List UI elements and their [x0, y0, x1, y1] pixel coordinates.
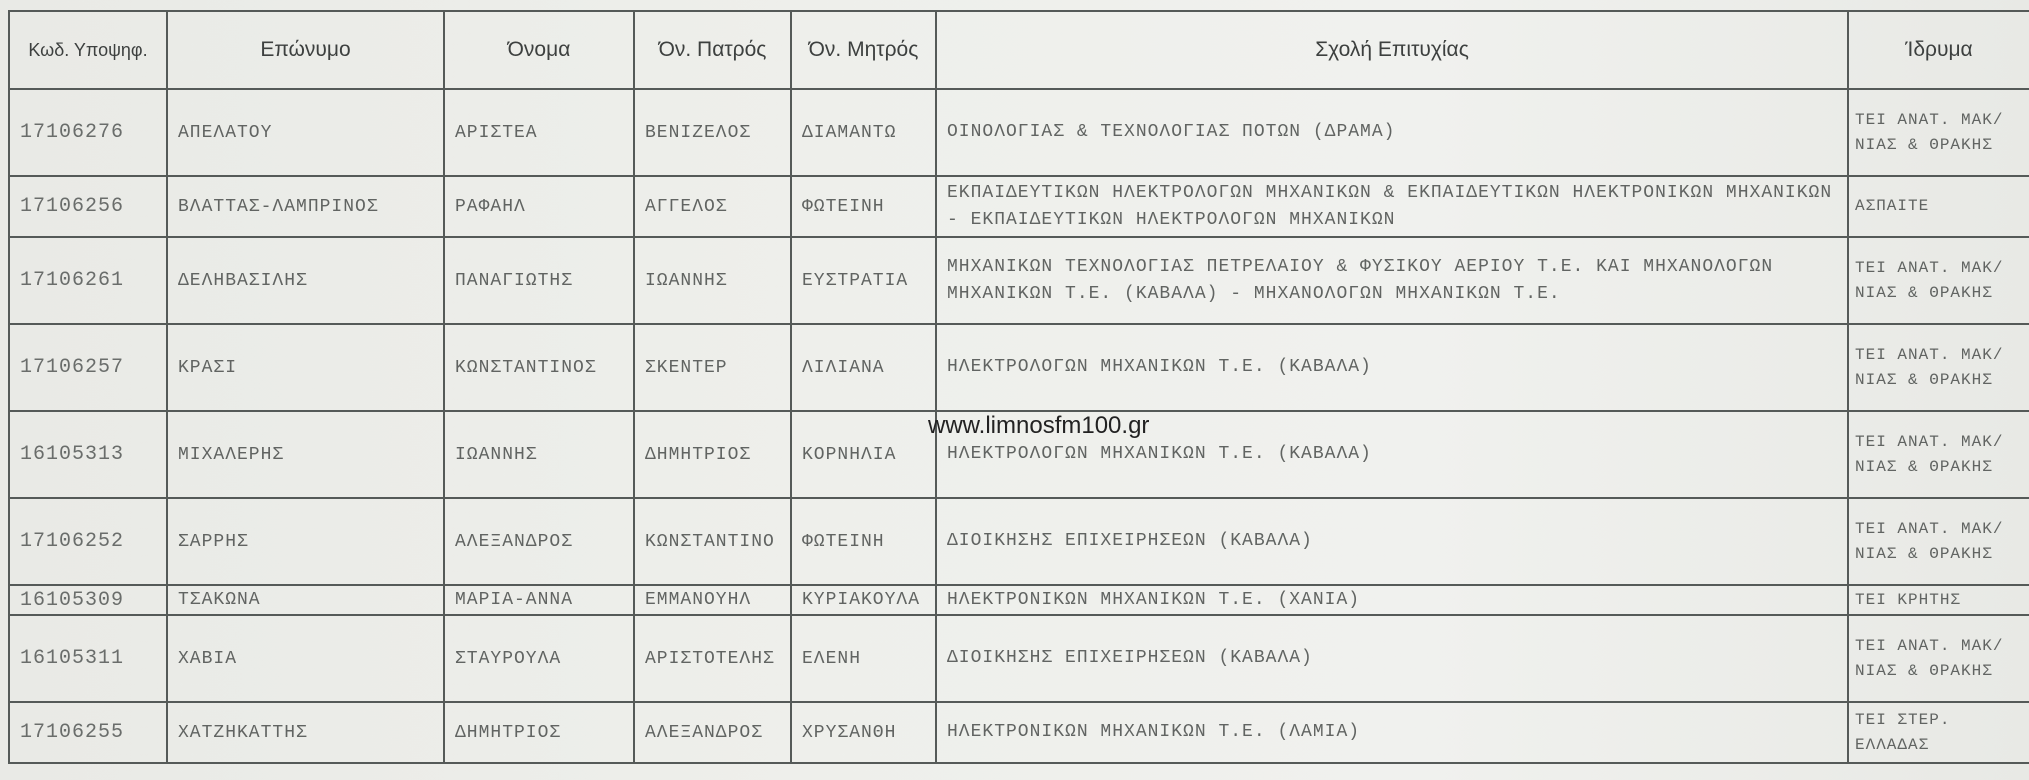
cell-name: ΡΑΦΑΗΛ [444, 176, 634, 237]
table-row [9, 702, 2029, 763]
cell-surname: ΧΑΤΖΗΚΑΤΤΗΣ [167, 702, 444, 763]
cell-mother: ΕΛΕΝΗ [791, 615, 936, 702]
cell-school: ΔΙΟΙΚΗΣΗΣ ΕΠΙΧΕΙΡΗΣΕΩΝ (ΚΑΒΑΛΑ) [936, 498, 1848, 585]
cell-school: ΗΛΕΚΤΡΟΛΟΓΩΝ ΜΗΧΑΝΙΚΩΝ Τ.Ε. (ΚΑΒΑΛΑ) [936, 411, 1848, 498]
cell-surname: ΜΙΧΑΛΕΡΗΣ [167, 411, 444, 498]
cell-name: ΙΩΑΝΝΗΣ [444, 411, 634, 498]
cell-father: ΒΕΝΙΖΕΛΟΣ [634, 89, 791, 176]
cell-surname: ΧΑΒΙΑ [167, 615, 444, 702]
cell-institution: ΤΕΙ ΑΝΑΤ. ΜΑΚ/ΝΙΑΣ & ΘΡΑΚΗΣ [1848, 411, 2029, 498]
cell-father: ΚΩΝΣΤΑΝΤΙΝΟ [634, 498, 791, 585]
results-table [8, 10, 2029, 764]
cell-surname: ΔΕΛΗΒΑΣΙΛΗΣ [167, 237, 444, 324]
cell-school: ΜΗΧΑΝΙΚΩΝ ΤΕΧΝΟΛΟΓΙΑΣ ΠΕΤΡΕΛΑΙΟΥ & ΦΥΣΙΚΟΥ ΑΕΡΙΟΥ Τ.Ε. ΚΑΙ ΜΗΧΑΝΟΛΟΓΩΝ ΜΗΧΑΝΙΚΩΝ Τ.Ε. (ΚΑΒΑΛΑ) - ΜΗΧΑΝΟΛΟΓΩΝ ΜΗΧΑΝΙΚΩΝ Τ.Ε. [936, 237, 1848, 324]
cell-institution: ΤΕΙ ΣΤΕΡ. ΕΛΛΑΔΑΣ [1848, 702, 2029, 763]
cell-school: ΟΙΝΟΛΟΓΙΑΣ & ΤΕΧΝΟΛΟΓΙΑΣ ΠΟΤΩΝ (ΔΡΑΜΑ) [936, 89, 1848, 176]
cell-code: 16105311 [9, 615, 167, 702]
header-father: Όν. Πατρός [634, 11, 791, 89]
cell-mother: ΔΙΑΜΑΝΤΩ [791, 89, 936, 176]
cell-institution: ΤΕΙ ΑΝΑΤ. ΜΑΚ/ΝΙΑΣ & ΘΡΑΚΗΣ [1848, 237, 2029, 324]
cell-institution: ΤΕΙ ΑΝΑΤ. ΜΑΚ/ΝΙΑΣ & ΘΡΑΚΗΣ [1848, 615, 2029, 702]
cell-mother: ΕΥΣΤΡΑΤΙΑ [791, 237, 936, 324]
cell-institution: ΤΕΙ ΑΝΑΤ. ΜΑΚ/ΝΙΑΣ & ΘΡΑΚΗΣ [1848, 89, 2029, 176]
cell-father: ΑΡΙΣΤΟΤΕΛΗΣ [634, 615, 791, 702]
table-row [9, 237, 2029, 324]
cell-mother: ΧΡΥΣΑΝΘΗ [791, 702, 936, 763]
cell-code: 16105313 [9, 411, 167, 498]
cell-code: 17106276 [9, 89, 167, 176]
cell-code: 17106257 [9, 324, 167, 411]
header-mother: Όν. Μητρός [791, 11, 936, 89]
cell-father: ΙΩΑΝΝΗΣ [634, 237, 791, 324]
cell-mother: ΦΩΤΕΙΝΗ [791, 176, 936, 237]
cell-name: ΣΤΑΥΡΟΥΛΑ [444, 615, 634, 702]
cell-father: ΑΛΕΞΑΝΔΡΟΣ [634, 702, 791, 763]
cell-code: 17106252 [9, 498, 167, 585]
cell-mother: ΦΩΤΕΙΝΗ [791, 498, 936, 585]
cell-name: ΚΩΝΣΤΑΝΤΙΝΟΣ [444, 324, 634, 411]
cell-surname: ΤΣΑΚΩΝΑ [167, 585, 444, 615]
cell-name: ΜΑΡΙΑ-ΑΝΝΑ [444, 585, 634, 615]
cell-school: ΗΛΕΚΤΡΟΝΙΚΩΝ ΜΗΧΑΝΙΚΩΝ Τ.Ε. (ΧΑΝΙΑ) [936, 585, 1848, 615]
table-row [9, 324, 2029, 411]
table-row [9, 89, 2029, 176]
cell-mother: ΛΙΛΙΑΝΑ [791, 324, 936, 411]
cell-father: ΔΗΜΗΤΡΙΟΣ [634, 411, 791, 498]
cell-name: ΠΑΝΑΓΙΩΤΗΣ [444, 237, 634, 324]
table-row [9, 585, 2029, 615]
cell-code: 17106256 [9, 176, 167, 237]
cell-school: ΔΙΟΙΚΗΣΗΣ ΕΠΙΧΕΙΡΗΣΕΩΝ (ΚΑΒΑΛΑ) [936, 615, 1848, 702]
cell-institution: ΑΣΠΑΙΤΕ [1848, 176, 2029, 237]
header-school: Σχολή Επιτυχίας [936, 11, 1848, 89]
cell-surname: ΚΡΑΣΙ [167, 324, 444, 411]
cell-code: 17106255 [9, 702, 167, 763]
cell-school: ΗΛΕΚΤΡΟΛΟΓΩΝ ΜΗΧΑΝΙΚΩΝ Τ.Ε. (ΚΑΒΑΛΑ) [936, 324, 1848, 411]
cell-father: ΑΓΓΕΛΟΣ [634, 176, 791, 237]
cell-code: 16105309 [9, 585, 167, 615]
cell-name: ΔΗΜΗΤΡΙΟΣ [444, 702, 634, 763]
cell-surname: ΑΠΕΛΑΤΟΥ [167, 89, 444, 176]
cell-school: ΗΛΕΚΤΡΟΝΙΚΩΝ ΜΗΧΑΝΙΚΩΝ Τ.Ε. (ΛΑΜΙΑ) [936, 702, 1848, 763]
cell-institution: ΤΕΙ ΑΝΑΤ. ΜΑΚ/ΝΙΑΣ & ΘΡΑΚΗΣ [1848, 498, 2029, 585]
cell-father: ΕΜΜΑΝΟΥΗΛ [634, 585, 791, 615]
cell-school: ΕΚΠΑΙΔΕΥΤΙΚΩΝ ΗΛΕΚΤΡΟΛΟΓΩΝ ΜΗΧΑΝΙΚΩΝ & ΕΚΠΑΙΔΕΥΤΙΚΩΝ ΗΛΕΚΤΡΟΝΙΚΩΝ ΜΗΧΑΝΙΚΩΝ - ΕΚΠΑΙΔΕΥΤΙΚΩΝ ΗΛΕΚΤΡΟΛΟΓΩΝ ΜΗΧΑΝΙΚΩΝ [936, 176, 1848, 237]
cell-surname: ΣΑΡΡΗΣ [167, 498, 444, 585]
header-row [9, 11, 2029, 89]
cell-surname: ΒΛΑΤΤΑΣ-ΛΑΜΠΡΙΝΟΣ [167, 176, 444, 237]
header-institution: Ίδρυμα [1848, 11, 2029, 89]
table-row [9, 615, 2029, 702]
table-row [9, 176, 2029, 237]
header-name: Όνομα [444, 11, 634, 89]
cell-name: ΑΡΙΣΤΕΑ [444, 89, 634, 176]
cell-institution: ΤΕΙ ΑΝΑΤ. ΜΑΚ/ΝΙΑΣ & ΘΡΑΚΗΣ [1848, 324, 2029, 411]
cell-mother: ΚΟΡΝΗΛΙΑ [791, 411, 936, 498]
header-surname: Επώνυμο [167, 11, 444, 89]
table-row [9, 498, 2029, 585]
header-code: Κωδ. Υποψηφ. [9, 11, 167, 89]
cell-father: ΣΚΕΝΤΕΡ [634, 324, 791, 411]
cell-code: 17106261 [9, 237, 167, 324]
cell-institution: ΤΕΙ ΚΡΗΤΗΣ [1848, 585, 2029, 615]
cell-mother: ΚΥΡΙΑΚΟΥΛΑ [791, 585, 936, 615]
cell-name: ΑΛΕΞΑΝΔΡΟΣ [444, 498, 634, 585]
watermark-text: www.limnosfm100.gr [928, 412, 1150, 439]
